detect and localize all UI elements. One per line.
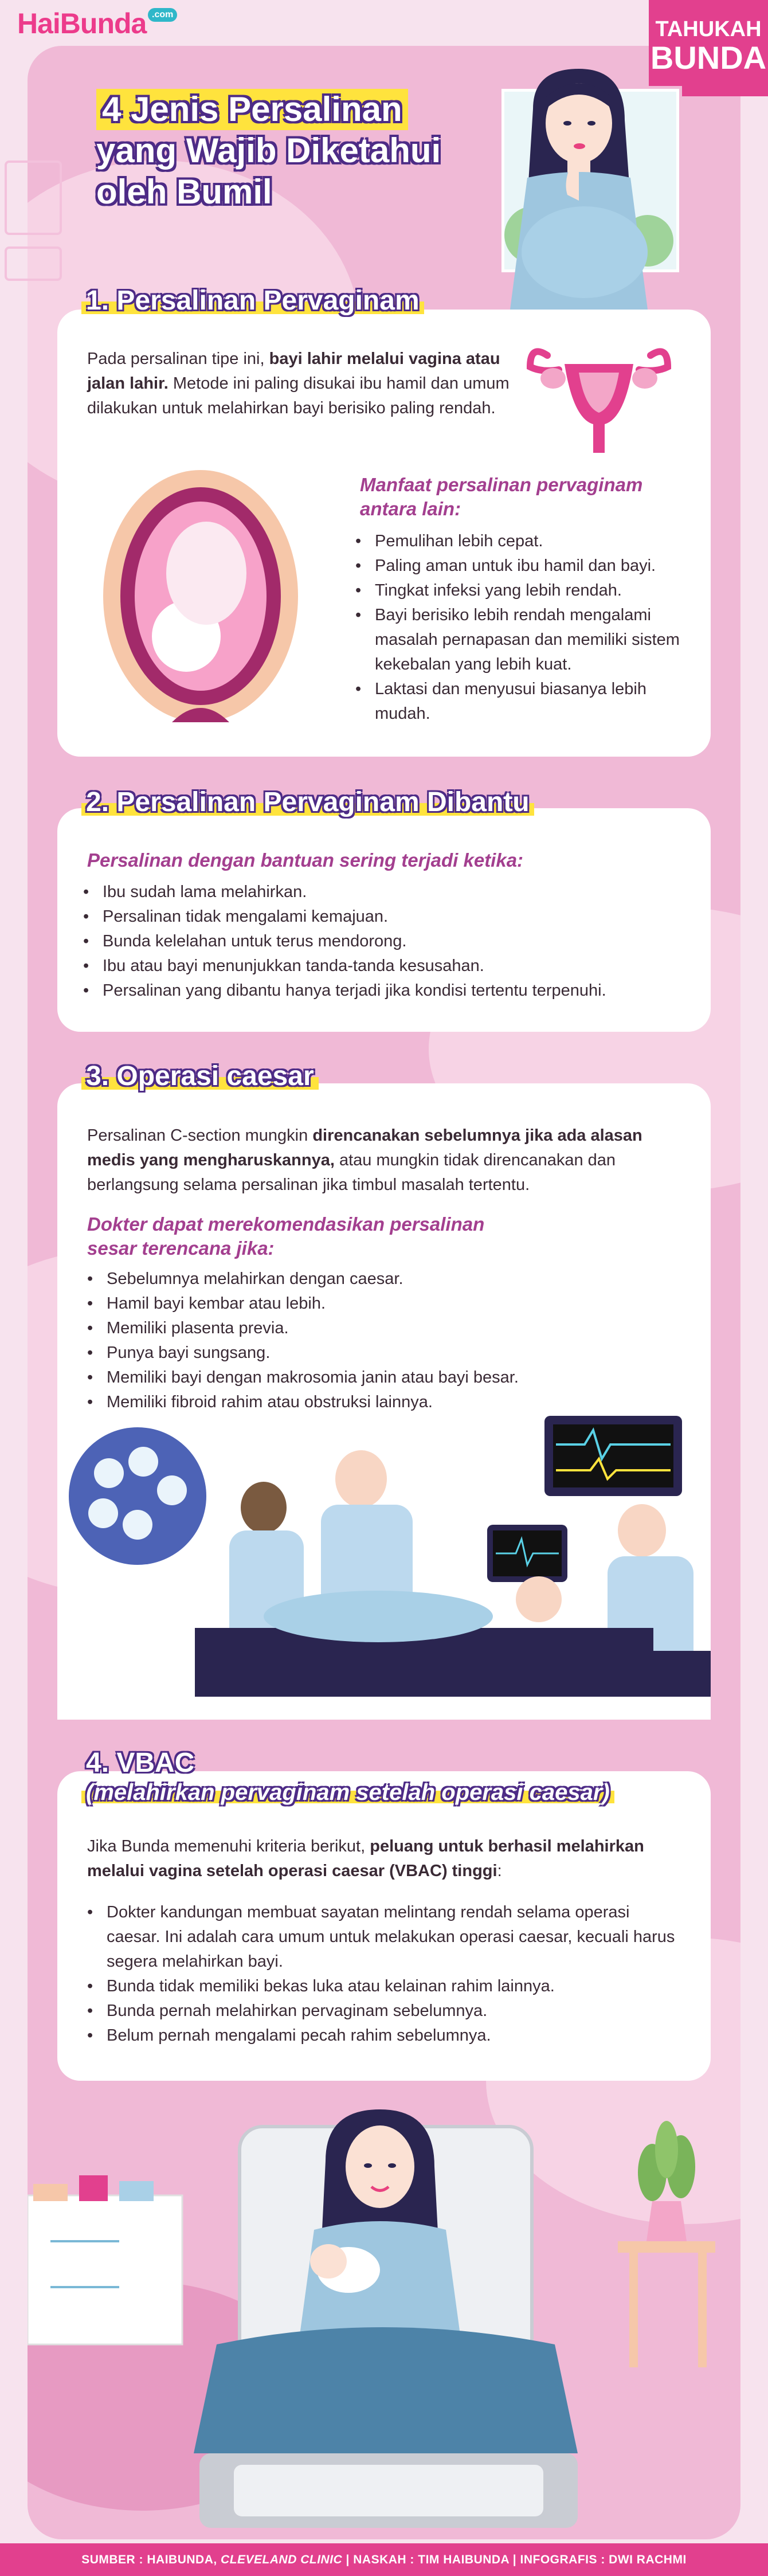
list-item: • Memiliki bayi dengan makrosomia janin atau bayi besar. [87, 1365, 683, 1390]
list-item: • Laktasi dan menyusui biasanya lebih mudah. [355, 677, 682, 726]
list-item: • Ibu atau bayi menunjukkan tanda-tanda kesusahan. [83, 954, 691, 978]
mother-with-newborn-illustration [28, 2086, 740, 2539]
list-item: • Persalinan yang dibantu hanya terjadi jika kondisi tertentu terpenuhi. [83, 978, 691, 1003]
list-item: • Dokter kandungan membuat sayatan melintang rendah selama operasi caesar. Ini adalah cara umum untuk melakukan operasi caesar, kecuali harus segera melahirkan bayi. [87, 1900, 683, 1974]
badge-line1: TAHUKAH [655, 17, 762, 41]
logo-domain-badge: .com [148, 8, 177, 22]
section2-heading: 2. Persalinan Pervaginam Dibantu [86, 786, 530, 818]
list-item: • Belum pernah mengalami pecah rahim sebelumnya. [87, 2023, 683, 2048]
section4-heading: 4. VBAC [86, 1748, 195, 1778]
list-item: • Tingkat infeksi yang lebih rendah. [355, 578, 682, 603]
section2-sub-heading: Persalinan dengan bantuan sering terjadi ketika: [87, 849, 524, 871]
list-item: • Persalinan tidak mengalami kemajuan. [83, 905, 691, 929]
main-title [96, 89, 497, 213]
section3-intro: Persalinan C-section mungkin direncanakan sebelumnya jika ada alasan medis yang mengharuskannya, atau mungkin tidak direncanakan dan berlangsung selama persalinan jika timbul masalah tertentu. [87, 1126, 642, 1194]
badge-line2: BUNDA [650, 40, 767, 76]
list-item: • Memiliki fibroid rahim atau obstruksi lainnya. [87, 1390, 683, 1415]
section1-heading: 1. Persalinan Pervaginam [86, 285, 420, 316]
section1-benefit-heading: Manfaat persalinan pervaginam antara lain: [360, 474, 643, 519]
section1-intro: Pada persalinan tipe ini, bayi lahir melalui vagina atau jalan lahir. Metode ini paling disukai ibu hamil dan umum dilakukan untuk melahirkan bayi berisiko paling rendah. [87, 350, 510, 417]
list-item: • Pemulihan lebih cepat. [355, 529, 682, 554]
list-item: • Bunda tidak memiliki bekas luka atau kelainan rahim lainnya. [87, 1974, 683, 1999]
section3-list [87, 1267, 683, 1415]
list-item: • Paling aman untuk ibu hamil dan bayi. [355, 554, 682, 578]
section1-benefits-list [355, 529, 682, 726]
section3-heading: 3. Operasi caesar [86, 1060, 314, 1092]
list-item: • Memiliki plasenta previa. [87, 1316, 683, 1341]
uterus-icon [524, 338, 673, 459]
pregnant-mother-illustration [493, 63, 665, 310]
tahukah-bunda-badge [649, 0, 768, 96]
list-item: • Bunda pernah melahirkan pervaginam sebelumnya. [87, 1999, 683, 2023]
list-item: • Bayi berisiko lebih rendah mengalami masalah pernapasan dan memiliki sistem kekebalan yang lebih kuat. [355, 603, 682, 677]
section2-list [83, 880, 691, 1003]
section4-intro: Jika Bunda memenuhi kriteria berikut, peluang untuk berhasil melahirkan melalui vagina setelah operasi caesar (VBAC) tinggi: [87, 1837, 644, 1880]
c-section-surgery-illustration [57, 1410, 711, 1720]
section3-sub-heading: Dokter dapat merekomendasikan persalinan sesar terencana jika: [87, 1213, 485, 1259]
baby-in-womb-illustration [86, 464, 315, 739]
section4-heading-sub: (melahirkan pervaginam setelah operasi caesar) [86, 1780, 610, 1806]
list-item: • Sebelumnya melahirkan dengan caesar. [87, 1267, 683, 1291]
list-item: • Ibu sudah lama melahirkan. [83, 880, 691, 905]
wall-frame-decor [5, 246, 62, 281]
section4-list [87, 1900, 683, 2048]
title-line2: yang Wajib Diketahui [96, 131, 441, 170]
list-item: • Punya bayi sungsang. [87, 1341, 683, 1365]
title-line1: 4 Jenis Persalinan [96, 89, 408, 130]
wall-frame-decor [5, 160, 62, 235]
haibunda-logo[interactable]: HaiBunda [17, 7, 147, 40]
list-item: • Hamil bayi kembar atau lebih. [87, 1291, 683, 1316]
list-item: • Bunda kelelahan untuk terus mendorong. [83, 929, 691, 954]
footer-credits: SUMBER : HAIBUNDA, CLEVELAND CLINIC | NASKAH : TIM HAIBUNDA | INFOGRAFIS : DWI RACHMI [0, 2543, 768, 2576]
title-line3: oleh Bumil [96, 173, 272, 211]
